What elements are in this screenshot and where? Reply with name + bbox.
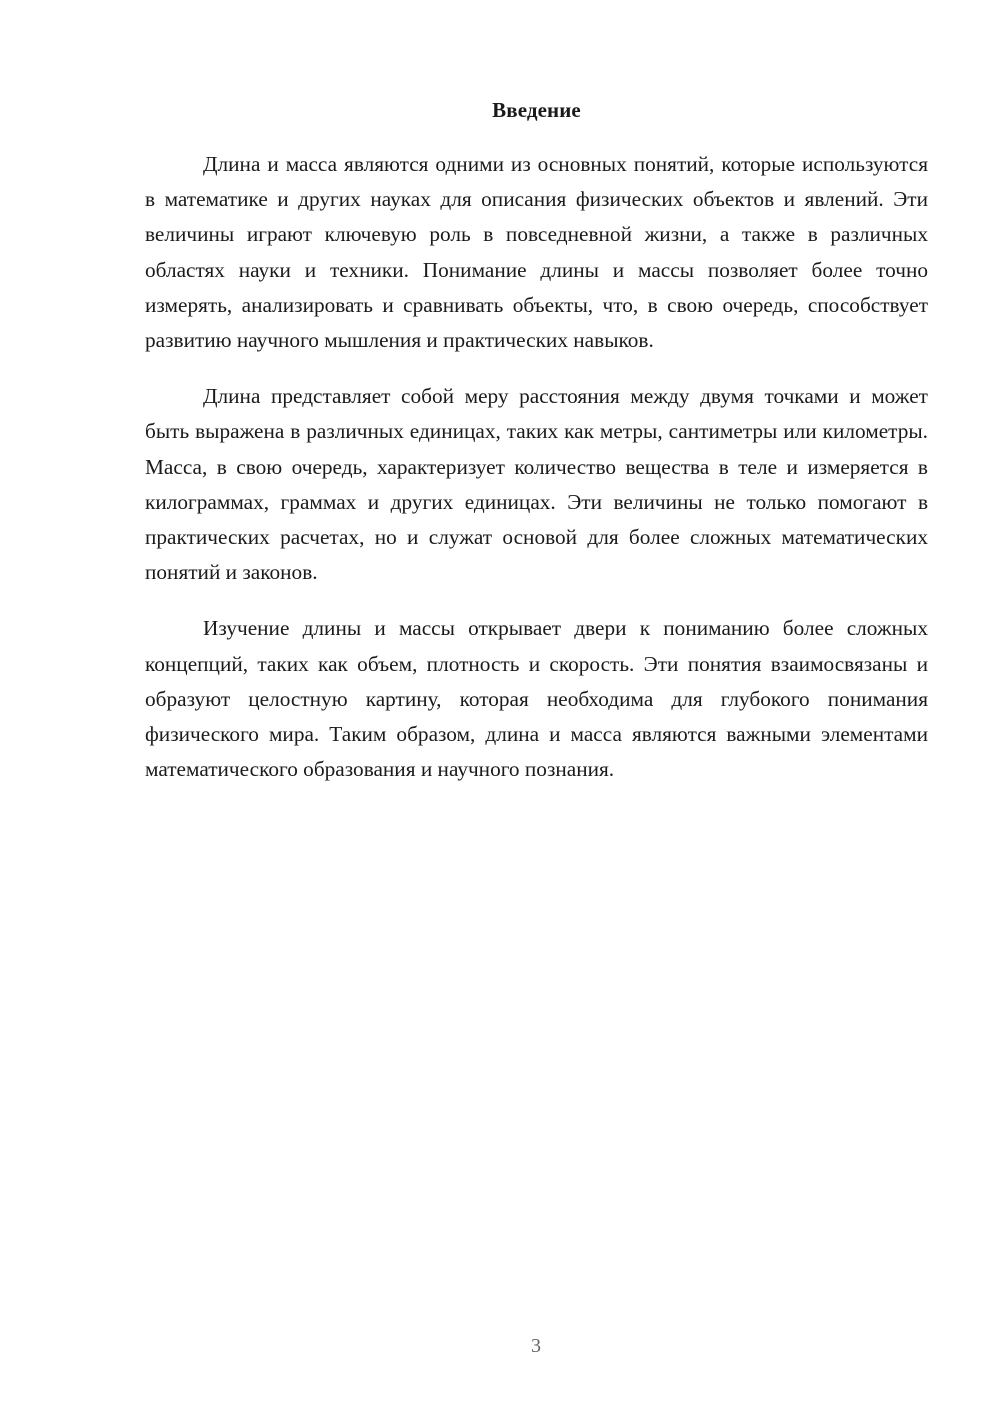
paragraph-3: Изучение длины и массы открывает двери к пониманию более сложных концепций, таких как объем, плотность и скорость. Эти понятия взаимосвязаны и образуют целостную картину, которая необходима для глубокого понимания физического мира. Таким образом, длина и масса являются важными элементами математического образования и научного познания. [145, 616, 928, 782]
page-number: 3 [531, 1335, 541, 1357]
paragraph-2: Длина представляет собой меру расстояния между двумя точками и может быть выражена в различных единицах, таких как метры, сантиметры или километры. Масса, в свою очередь, характеризует количество вещества в теле и измеряется в килограммах, граммах и других единицах. Эти величины не только помогают в практических расчетах, но и служат основой для более сложных математических понятий и законов. [145, 384, 928, 585]
paragraph-1: Длина и масса являются одними из основных понятий, которые используются в математике и других науках для описания физических объектов и явлений. Эти величины играют ключевую роль в повседневной жизни, а также в различных областях науки и техники. Понимание длины и массы позволяет более точно измерять, анализировать и сравнивать объекты, что, в свою очередь, способствует развитию научного мышления и практических навыков. [145, 152, 928, 353]
page-content [145, 95, 928, 808]
section-title: Введение [492, 98, 581, 122]
